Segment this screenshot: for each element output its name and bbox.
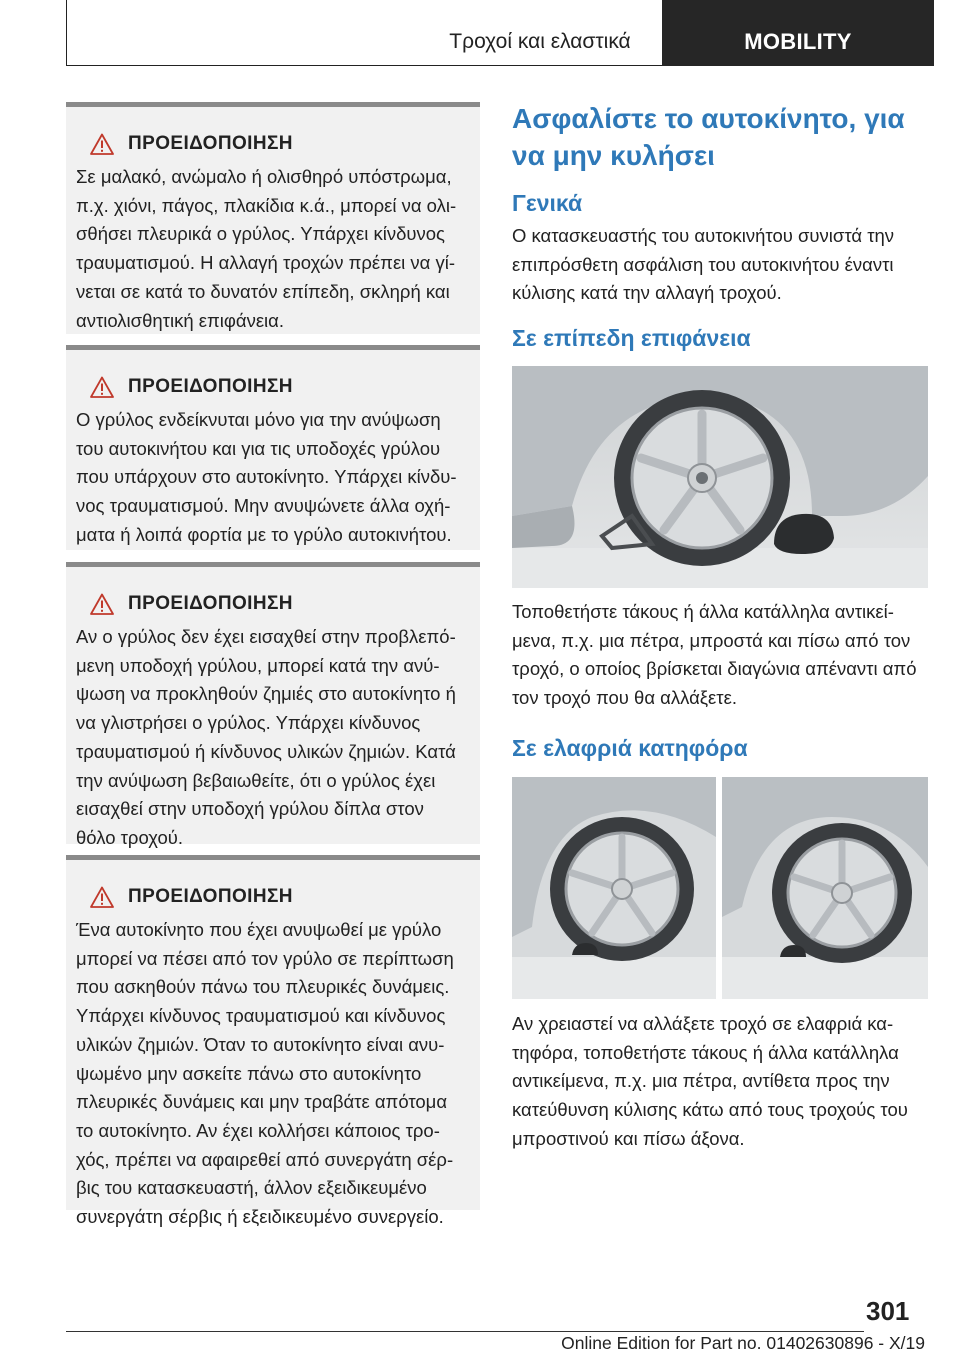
warning-header	[76, 372, 464, 402]
warning-label: ΠΡΟΕΙΔΟΠΟΙΗΣΗ	[128, 593, 293, 614]
warning-text: Αν ο γρύλος δεν έχει εισαχθεί στην προβλεπόμενη υποδοχή γρύλου, μπορεί κατά την ανύψωση να προκληθούν ζημιές στο αυτοκίνητο ή να γλιστρήσει ο γρύλος. Υπάρχει κίνδυνος τραυματισμού ή κίνδυνος υλικών ζημιών. Κατά την ανύψωση βεβαιωθείτε, ότι ο γρύλος έχει εισαχθεί στην υποδοχή γρύλου δίπλα στον θόλο τροχού.	[76, 626, 456, 848]
general-heading: Γενικά	[512, 190, 583, 216]
chapter-tab: MOBILITY	[662, 0, 934, 66]
general-text: Ο κατασκευαστής του αυτοκινήτου συνιστά την επιπρόσθετη ασφάλιση του αυτοκινήτου έναντι κύλισης κατά την αλλαγή τροχού.	[512, 225, 895, 304]
warning-triangle-icon	[90, 593, 114, 615]
flat-surface-illustration	[512, 366, 928, 588]
warning-triangle-icon	[90, 133, 114, 155]
page-title: Ασφαλίστε το αυτοκίνητο, για να μην κυλήσει	[512, 103, 905, 171]
warning-triangle-icon	[90, 376, 114, 398]
warning-box-1	[66, 102, 480, 334]
slope-illustration	[512, 777, 928, 999]
warning-header	[76, 129, 464, 159]
warning-header	[76, 589, 464, 619]
slope-heading: Σε ελαφριά κατηφόρα	[512, 735, 748, 761]
warning-box-3	[66, 562, 480, 848]
slope-text: Αν χρειαστεί να αλλάξετε τροχό σε ελαφριά κατηφόρα, τοποθετήστε τάκους ή άλλα κατάλληλα αντικείμενα, π.χ. μια πέτρα, αντίθετα προς την κατεύθυνση κύλισης κάτω από τους τροχούς του μπροστινού και πίσω άξονα.	[512, 1013, 908, 1149]
warning-triangle-icon	[90, 886, 114, 908]
warning-text: Ένα αυτοκίνητο που έχει ανυψωθεί με γρύλο μπορεί να πέσει από τον γρύλο σε περίπτωση που ασκηθούν πάνω του πλευρικές δυνάμεις. Υπάρχει κίνδυνος τραυματισμού και κίνδυνος υλικών ζημιών. Όταν το αυτοκίνητο είναι ανυψωμένο μην ασκείτε πάνω στο αυτοκίνητο πλευρικές δυνάμεις και μην τραβάτε απότομα το αυτοκίνητο. Αν έχει κολλήσει κάποιος τροχός, πρέπει να αφαιρεθεί από συνεργάτη σέρβις του κατασκευαστή, άλλον εξειδικευμένο συνεργάτη σέρβις ή εξειδικευμένο συνεργείο.	[76, 919, 454, 1228]
warning-label: ΠΡΟΕΙΔΟΠΟΙΗΣΗ	[128, 886, 293, 907]
flat-surface-text: Τοποθετήστε τάκους ή άλλα κατάλληλα αντικείμενα, π.χ. μια πέτρα, μπροστά και πίσω από τον τροχό, ο οποίος βρίσκεται διαγώνια απέναντι από τον τροχό που θα αλλάξετε.	[512, 601, 917, 709]
page-number: 301	[866, 1296, 910, 1326]
footer-edition: Online Edition for Part no. 01402630896 - X/19	[561, 1333, 925, 1353]
warning-box-2	[66, 345, 480, 550]
warning-text: Σε μαλακό, ανώμαλο ή ολισθηρό υπόστρωμα, π.χ. χιόνι, πάγος, πλακίδια κ.ά., μπορεί να ολισθήσει πλευρικά ο γρύλος. Υπάρχει κίνδυνος τραυματισμού. Η αλλαγή τροχών πρέπει να γίνεται σε κατά το δυνατόν επίπεδη, σκληρή και αντιολισθητική επιφάνεια.	[76, 166, 457, 331]
warning-label: ΠΡΟΕΙΔΟΠΟΙΗΣΗ	[128, 133, 293, 154]
footer-divider	[66, 1331, 864, 1332]
warning-header	[76, 882, 464, 912]
flat-surface-heading: Σε επίπεδη επιφάνεια	[512, 325, 751, 351]
section-title: Τροχοί και ελαστικά	[449, 30, 631, 53]
warning-label: ΠΡΟΕΙΔΟΠΟΙΗΣΗ	[128, 376, 293, 397]
warning-text: Ο γρύλος ενδείκνυται μόνο για την ανύψωση του αυτοκινήτου και για τις υποδοχές γρύλου που υπάρχουν στο αυτοκίνητο. Υπάρχει κίνδυνος τραυματισμού. Μην ανυψώνετε άλλα οχήματα ή λοιπά φορτία με το γρύλο αυτοκινήτου.	[76, 409, 457, 545]
warning-box-4	[66, 855, 480, 1228]
